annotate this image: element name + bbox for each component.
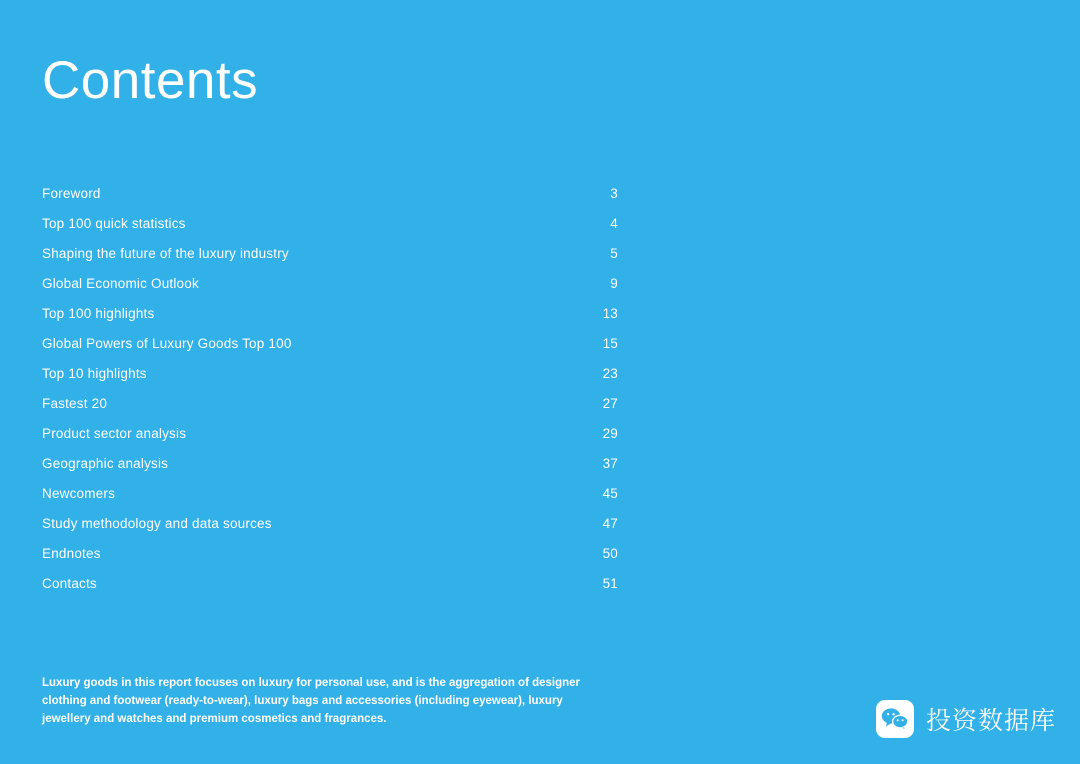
toc-entry[interactable] — [42, 396, 618, 426]
toc-entry-label: Product sector analysis — [42, 426, 187, 441]
toc-entry-label: Top 10 highlights — [42, 366, 147, 381]
toc-entry[interactable] — [42, 186, 618, 216]
toc-entry[interactable] — [42, 516, 618, 546]
wechat-icon — [876, 700, 914, 738]
toc-entry[interactable] — [42, 216, 618, 246]
toc-entry[interactable] — [42, 546, 618, 576]
toc-entry-label: Global Powers of Luxury Goods Top 100 — [42, 336, 292, 351]
toc-entry[interactable] — [42, 456, 618, 486]
watermark — [876, 700, 1056, 738]
toc-entry-label: Fastest 20 — [42, 396, 108, 411]
toc-entry-page: 4 — [610, 216, 618, 231]
toc-entry-page: 23 — [602, 366, 618, 381]
toc-entry[interactable] — [42, 306, 618, 336]
toc-entry-label: Contacts — [42, 576, 97, 591]
toc-entry[interactable] — [42, 246, 618, 276]
toc-entry-page: 29 — [602, 426, 618, 441]
toc-entry-page: 13 — [602, 306, 618, 321]
toc-entry-label: Study methodology and data sources — [42, 516, 272, 531]
toc-entry-label: Endnotes — [42, 546, 101, 561]
toc-entry-page: 3 — [610, 186, 618, 201]
table-of-contents — [42, 186, 618, 606]
toc-entry-page: 9 — [610, 276, 618, 291]
toc-entry-page: 5 — [610, 246, 618, 261]
toc-entry[interactable] — [42, 336, 618, 366]
page-title: Contents — [42, 51, 259, 110]
toc-entry-label: Global Economic Outlook — [42, 276, 199, 291]
toc-entry-page: 47 — [602, 516, 618, 531]
toc-entry-label: Top 100 highlights — [42, 306, 155, 321]
toc-entry-page: 15 — [602, 336, 618, 351]
toc-entry-label: Foreword — [42, 186, 101, 201]
footnote-text: Luxury goods in this report focuses on luxury for personal use, and is the aggregation of designer clothing and footwear (ready-to-wear), luxury bags and accessories (including eyewear), luxury jewellery and watches and premium cosmetics and fragrances. — [42, 677, 581, 725]
toc-entry-label: Newcomers — [42, 486, 116, 501]
toc-entry-page: 51 — [602, 576, 618, 591]
toc-entry[interactable] — [42, 426, 618, 456]
toc-entry-page: 45 — [602, 486, 618, 501]
toc-entry-label: Geographic analysis — [42, 456, 169, 471]
toc-entry-label: Shaping the future of the luxury industry — [42, 246, 289, 261]
toc-entry-label: Top 100 quick statistics — [42, 216, 186, 231]
toc-entry-page: 27 — [602, 396, 618, 411]
toc-entry[interactable] — [42, 576, 618, 606]
toc-entry[interactable] — [42, 486, 618, 516]
toc-entry[interactable] — [42, 276, 618, 306]
watermark-label: 投资数据库 — [925, 706, 1056, 735]
toc-entry-page: 37 — [602, 456, 618, 471]
toc-entry-page: 50 — [602, 546, 618, 561]
toc-entry[interactable] — [42, 366, 618, 396]
